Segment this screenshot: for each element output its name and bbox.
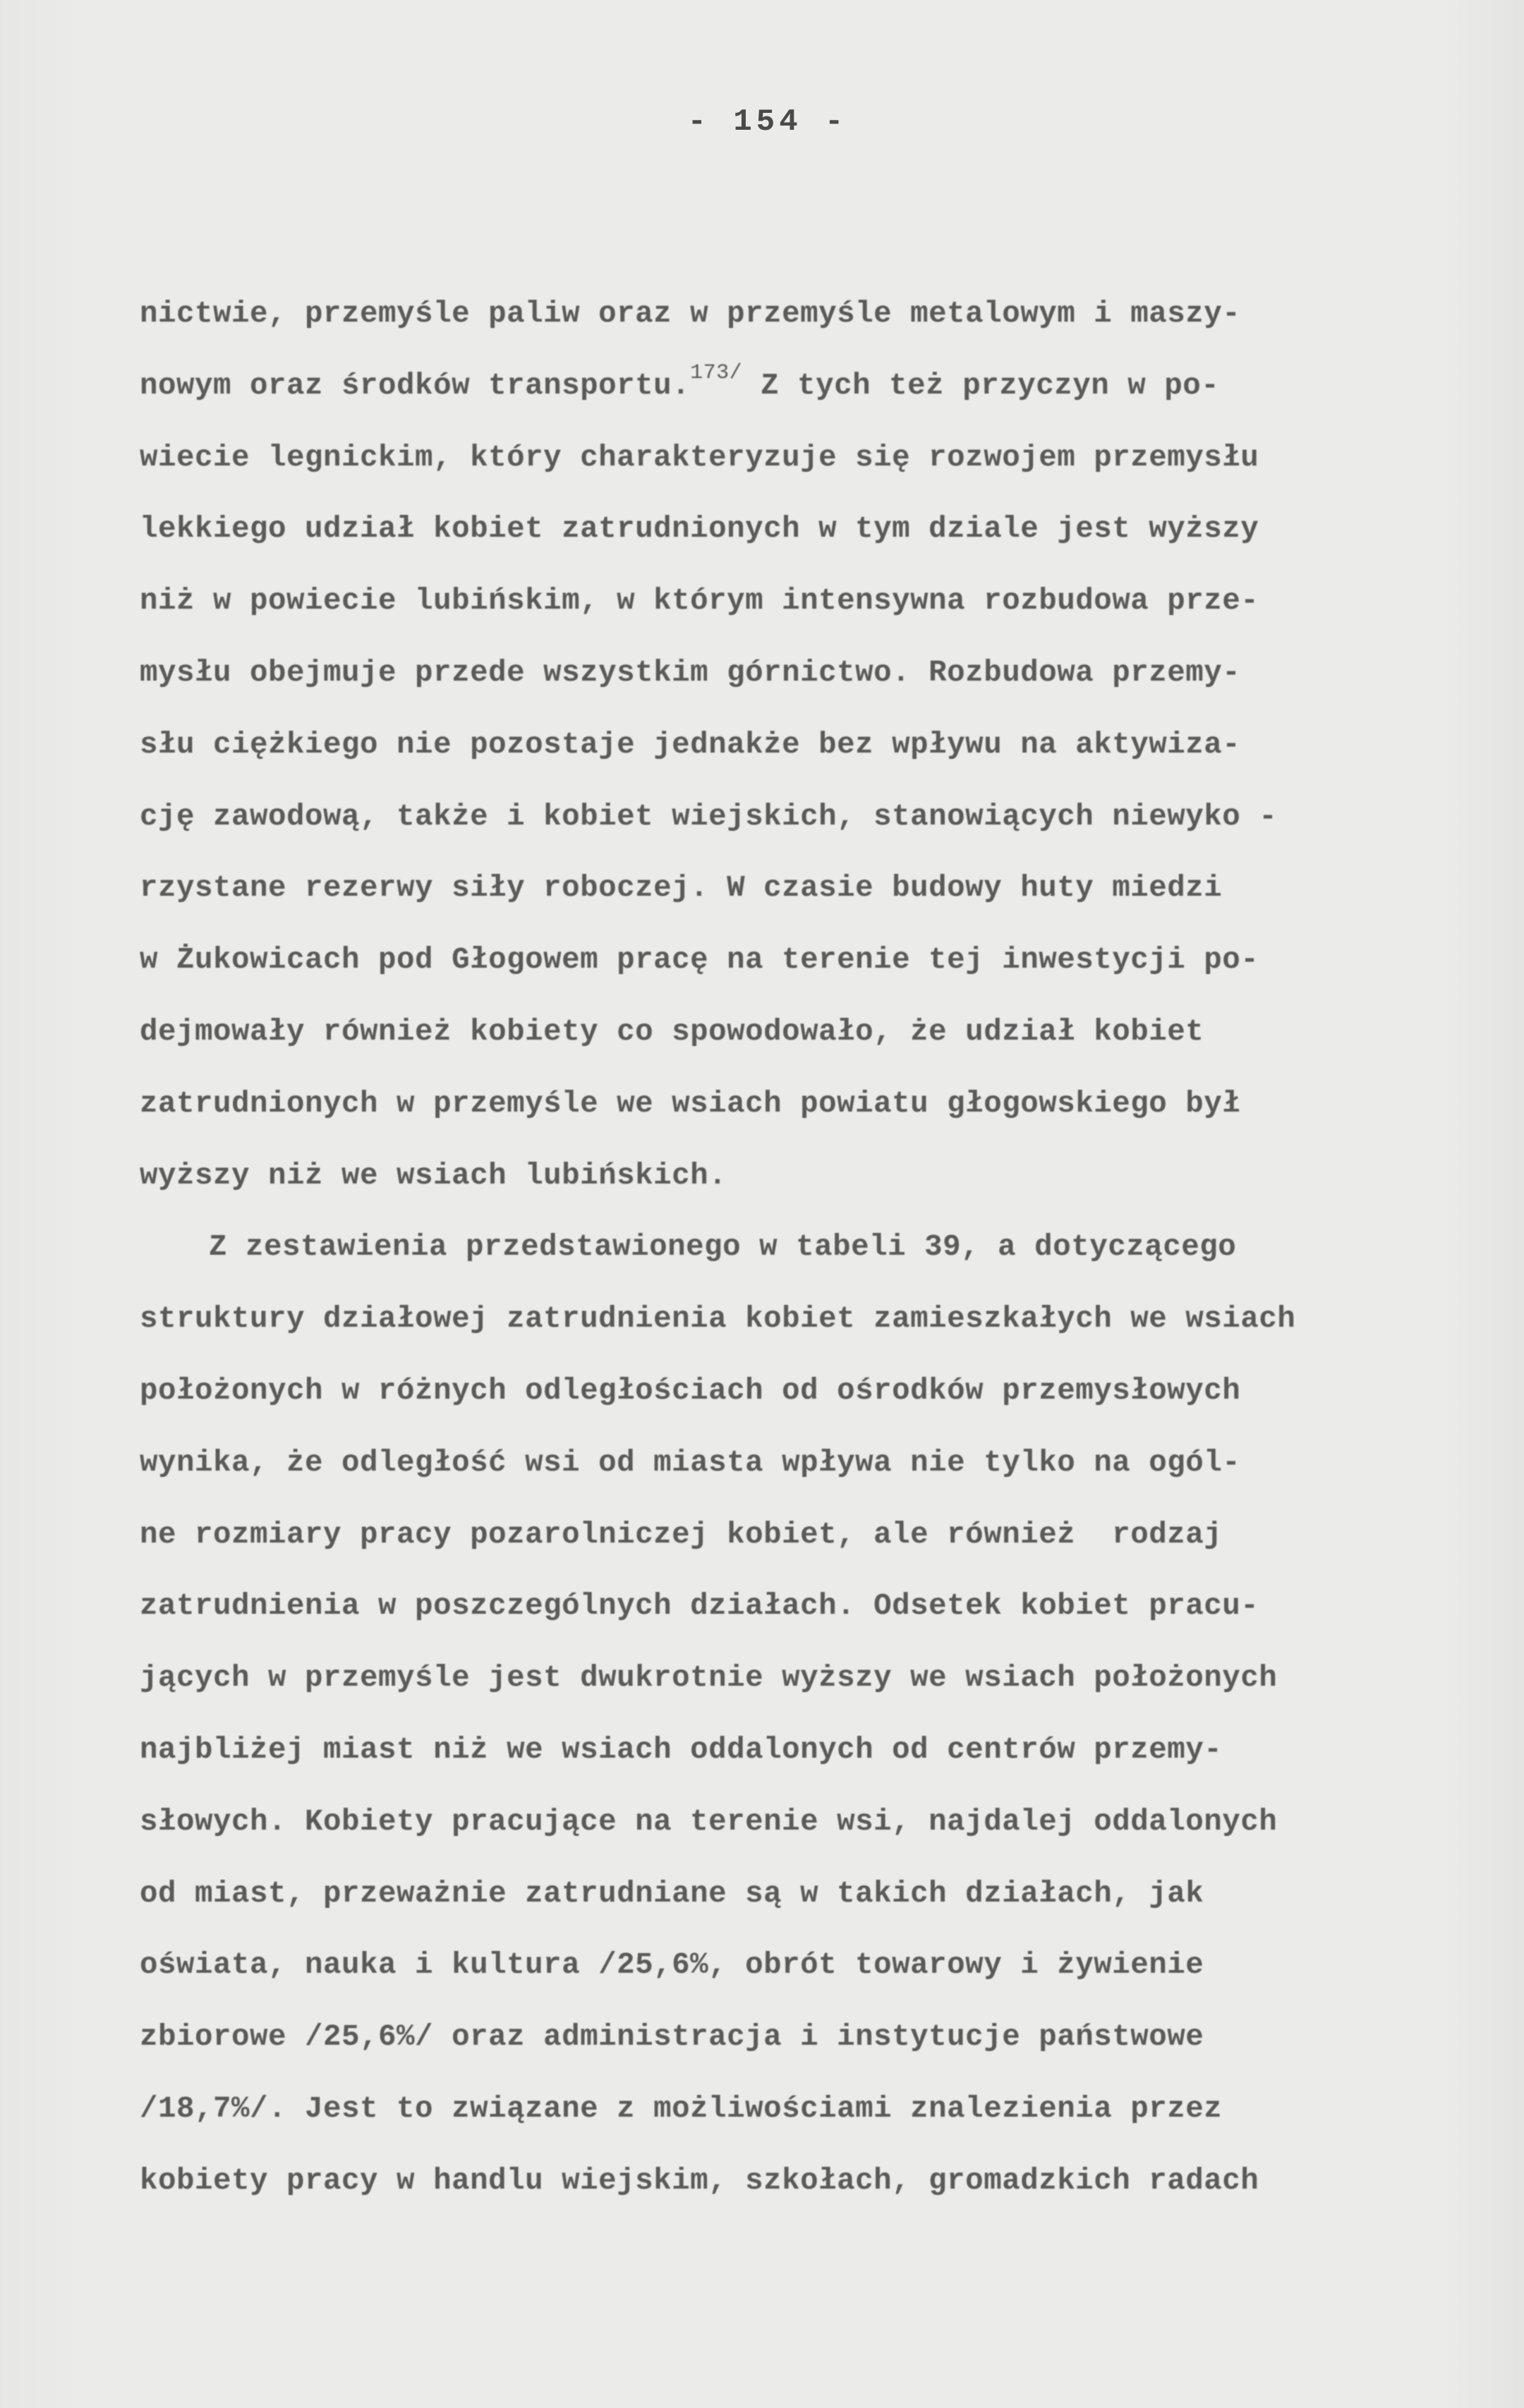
text-line: nictwie, przemyśle paliw oraz w przemyśle metalowym i maszy- xyxy=(140,297,1241,331)
text-line: oświata, nauka i kultura /25,6%, obrót towarowy i żywienie xyxy=(140,1948,1204,1983)
text-line: od miast, przeważnie zatrudniane są w takich działach, jak xyxy=(140,1876,1204,1911)
text-line: ne rozmiary pracy pozarolniczej kobiet, ale również rodzaj xyxy=(140,1517,1223,1552)
text-line: położonych w różnych odległościach od ośrodków przemysłowych xyxy=(140,1373,1241,1408)
text-line: wyższy niż we wsiach lubińskich. xyxy=(140,1158,727,1193)
text-line: zatrudnienia w poszczególnych działach. Odsetek kobiet pracu- xyxy=(140,1589,1259,1624)
text-line: w Żukowicach pod Głogowem pracę na terenie tej inwestycji po- xyxy=(140,943,1259,978)
footnote-reference: 173/ xyxy=(690,360,743,385)
text-line: lekkiego udział kobiet zatrudnionych w tym dziale jest wyższy xyxy=(140,512,1259,547)
text-line: jących w przemyśle jest dwukrotnie wyższy we wsiach położonych xyxy=(140,1661,1278,1696)
text-line: niż w powiecie lubińskim, w którym intensywna rozbudowa prze- xyxy=(140,584,1259,619)
text-line: zbiorowe /25,6%/ oraz administracja i instytucje państwowe xyxy=(140,2020,1204,2055)
text-segment: nowym oraz środków transportu. xyxy=(140,368,691,403)
text-line: słowych. Kobiety pracujące na terenie wsi, najdalej oddalonych xyxy=(140,1804,1278,1839)
text-line: rzystane rezerwy siły roboczej. W czasie budowy huty miedzi xyxy=(140,871,1223,906)
text-line: słu ciężkiego nie pozostaje jednakże bez wpływu na aktywiza- xyxy=(140,727,1241,762)
text-segment: Z tych też przyczyn w po- xyxy=(742,368,1220,403)
text-line: wiecie legnickim, który charakteryzuje się rozwojem przemysłu xyxy=(140,440,1259,475)
page-number: - 154 - xyxy=(687,104,848,140)
text-line: cję zawodową, także i kobiet wiejskich, stanowiących niewyko - xyxy=(140,799,1278,834)
text-line: kobiety pracy w handlu wiejskim, szkołach, gromadzkich radach xyxy=(140,2163,1259,2198)
text-line: najbliżej miast niż we wsiach oddalonych od centrów przemy- xyxy=(140,1732,1223,1767)
text-line: mysłu obejmuje przede wszystkim górnictwo. Rozbudowa przemy- xyxy=(140,655,1241,690)
text-line: dejmowały również kobiety co spowodowało, że udział kobiet xyxy=(140,1014,1204,1049)
text-line-with-footnote xyxy=(140,351,1524,422)
text-line: /18,7%/. Jest to związane z możliwościami znalezienia przez xyxy=(140,2091,1223,2126)
text-line: zatrudnionych w przemyśle we wsiach powiatu głogowskiego był xyxy=(140,1086,1241,1121)
text-line: wynika, że odległość wsi od miasta wpływa nie tylko na ogól- xyxy=(140,1445,1241,1480)
paragraph-start-line: Z zestawienia przedstawionego w tabeli 39, a dotyczącego xyxy=(209,1230,1237,1265)
text-line: struktury działowej zatrudnienia kobiet zamieszkałych we wsiach xyxy=(140,1302,1296,1337)
body-text xyxy=(140,279,1524,2218)
